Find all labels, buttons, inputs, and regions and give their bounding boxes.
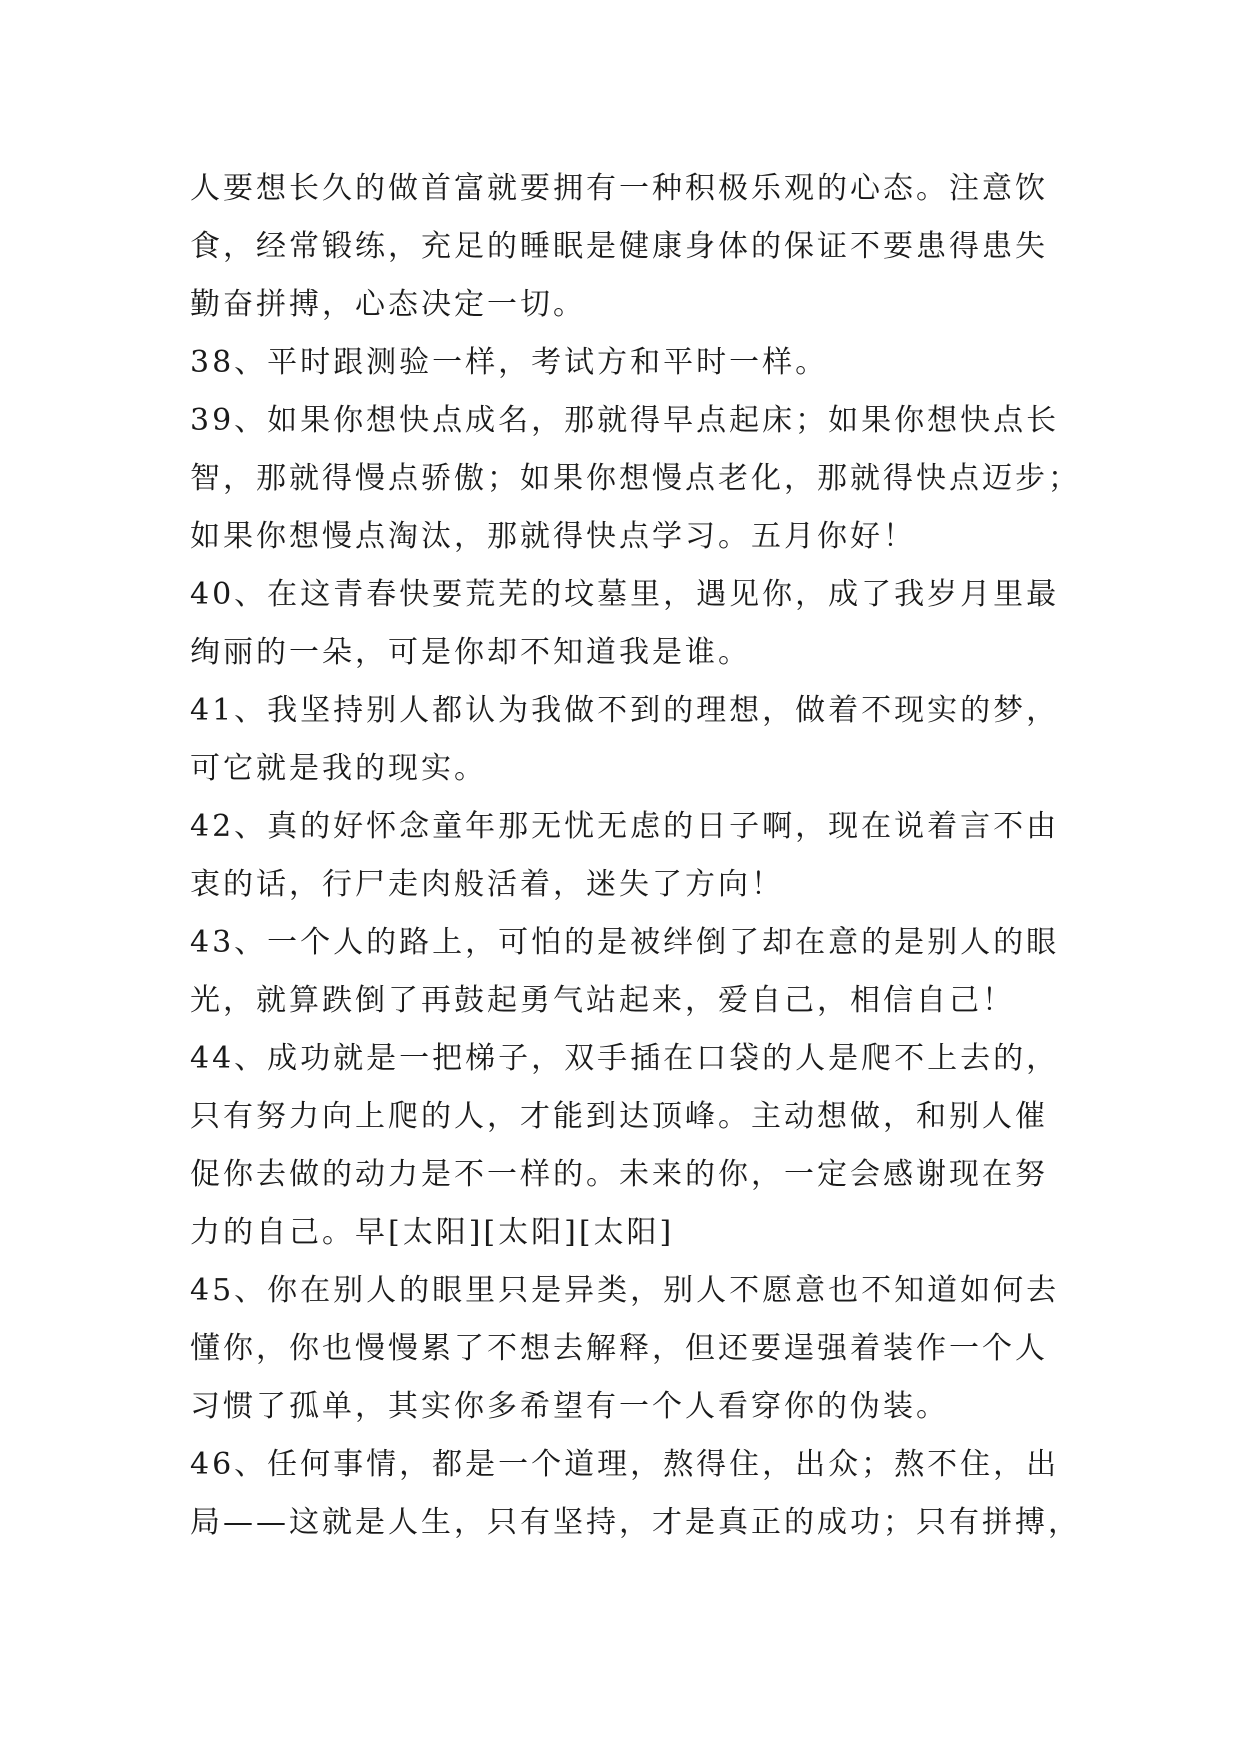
text-line: 局——这就是人生，只有坚持，才是真正的成功；只有拼搏， — [190, 1505, 1081, 1540]
document-body — [190, 160, 1081, 1552]
text-line: 懂你，你也慢慢累了不想去解释，但还要逞强着装作一个人 — [190, 1331, 1048, 1366]
text-line: 光，就算跌倒了再鼓起勇气站起来，爱自己，相信自己！ — [190, 983, 1015, 1018]
text-line: 46、任何事情，都是一个道理，熬得住，出众；熬不住，出 — [190, 1447, 1060, 1482]
text-line: 习惯了孤单，其实你多希望有一个人看穿你的伪装。 — [190, 1389, 949, 1424]
text-line: 衷的话，行尸走肉般活着，迷失了方向！ — [190, 867, 784, 902]
text-line: 45、你在别人的眼里只是异类，别人不愿意也不知道如何去 — [190, 1273, 1060, 1308]
text-line: 勤奋拼搏，心态决定一切。 — [190, 287, 586, 322]
text-line: 绚丽的一朵，可是你却不知道我是谁。 — [190, 635, 751, 670]
text-line: 智，那就得慢点骄傲；如果你想慢点老化，那就得快点迈步； — [190, 461, 1081, 496]
text-line: 42、真的好怀念童年那无忧无虑的日子啊，现在说着言不由 — [190, 809, 1060, 844]
text-line: 人要想长久的做首富就要拥有一种积极乐观的心态。注意饮 — [190, 171, 1048, 206]
text-line: 44、成功就是一把梯子，双手插在口袋的人是爬不上去的， — [190, 1041, 1060, 1076]
text-line: 促你去做的动力是不一样的。未来的你，一定会感谢现在努 — [190, 1157, 1048, 1192]
text-line: 只有努力向上爬的人，才能到达顶峰。主动想做，和别人催 — [190, 1099, 1048, 1134]
text-line: 40、在这青春快要荒芜的坟墓里，遇见你，成了我岁月里最 — [190, 577, 1060, 612]
text-line: 食，经常锻练，充足的睡眠是健康身体的保证不要患得患失 — [190, 229, 1048, 264]
text-line: 43、一个人的路上，可怕的是被绊倒了却在意的是别人的眼 — [190, 925, 1060, 960]
text-line: 可它就是我的现实。 — [190, 751, 487, 786]
text-line: 如果你想慢点淘汰，那就得快点学习。五月你好！ — [190, 519, 916, 554]
text-line: 力的自己。早[太阳][太阳][太阳] — [190, 1215, 675, 1250]
text-line: 39、如果你想快点成名，那就得早点起床；如果你想快点长 — [190, 403, 1060, 438]
text-line: 41、我坚持别人都认为我做不到的理想，做着不现实的梦， — [190, 693, 1060, 728]
text-line: 38、平时跟测验一样，考试方和平时一样。 — [190, 345, 829, 380]
